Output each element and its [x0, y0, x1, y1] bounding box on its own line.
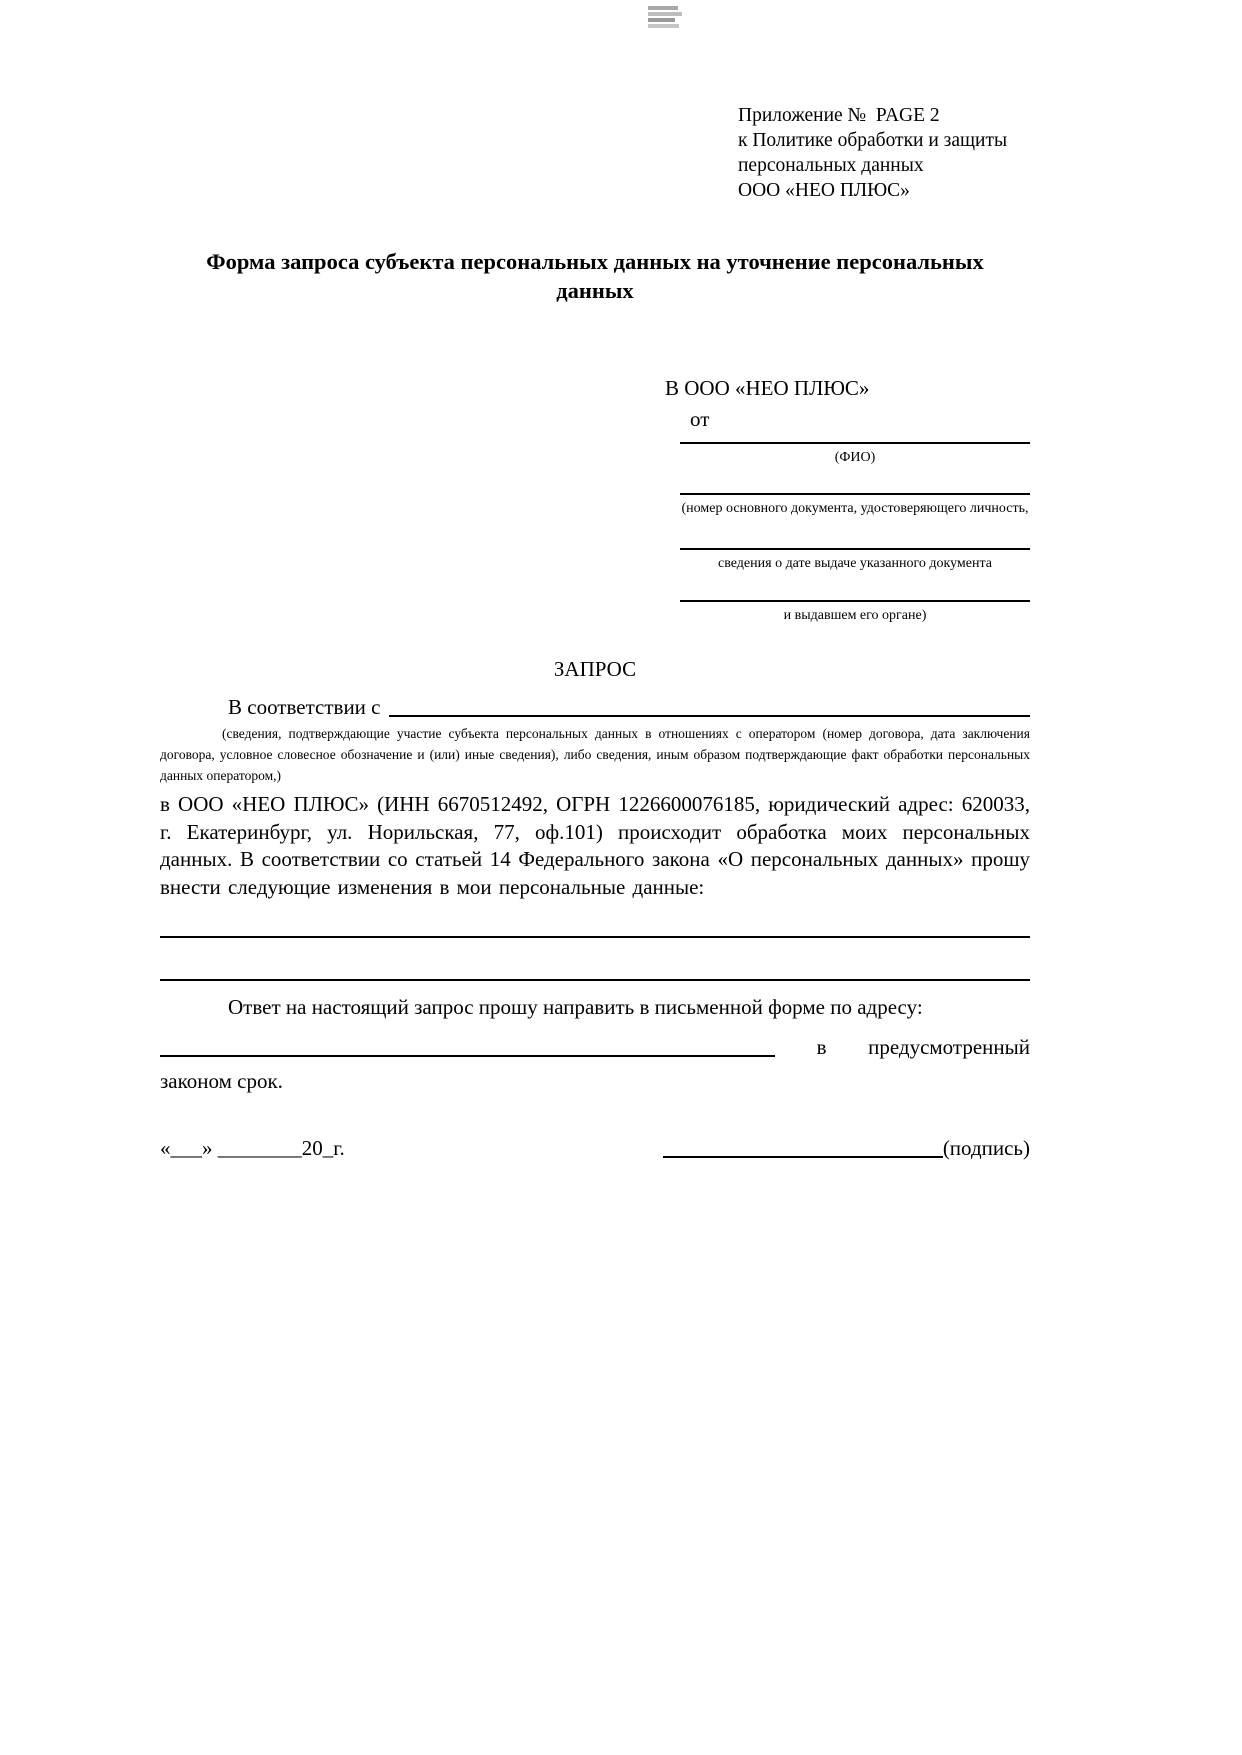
document-title: Форма запроса субъекта персональных данных на уточнение персональных данных	[206, 249, 984, 303]
addressee-fields	[680, 442, 1030, 625]
addressee-from-label: от	[690, 407, 710, 431]
changes-blank-line-1	[160, 936, 1030, 938]
address-blank-line	[160, 1054, 775, 1057]
intro-row	[160, 694, 1030, 720]
appendix-line: к Политике обработки и защиты	[738, 130, 1008, 151]
date-signature-row	[160, 1135, 1030, 1162]
issuing-authority-field-label: и выдавшем его органе)	[783, 608, 927, 623]
document-number-field	[680, 493, 1030, 518]
reply-word-foreseen: предусмотренный	[868, 1035, 1030, 1059]
appendix-line: ООО «НЕО ПЛЮС»	[738, 180, 910, 201]
addressee-block	[665, 375, 1030, 625]
date-line: «___» ________20_г.	[160, 1136, 345, 1160]
intro-blank-line	[389, 714, 1031, 717]
intro-prefix: В соответствии с	[228, 695, 381, 719]
fio-field-label: (ФИО)	[834, 450, 876, 465]
reply-tail: законом срок.	[160, 1069, 283, 1093]
request-body: в ООО «НЕО ПЛЮС» (ИНН 6670512492, ОГРН 1226600076185, юридический адрес: 620033, г. Екатеринбург, ул. Норильская, 77, оф.101) происходит обработка моих персональных данных. В соответствии со статьей 14 Федерального закона «О персональных данных» прошу внести следующие изменения в мои персональные данные:	[160, 792, 1030, 899]
signature-label: (подпись)	[942, 1136, 1030, 1160]
signature-blank-line	[663, 1155, 943, 1158]
appendix-line: персональных данных	[738, 155, 924, 176]
issuing-authority-field	[680, 600, 1030, 625]
document-number-field-label: (номер основного документа, удостоверяющего личность,	[681, 501, 1029, 516]
appendix-block	[738, 103, 1030, 203]
appendix-line: Приложение № PAGE 2	[738, 105, 940, 126]
reply-sentence: Ответ на настоящий запрос прошу направить в письменной форме по адресу:	[228, 995, 923, 1019]
fio-field	[680, 442, 1030, 467]
signature-group	[663, 1135, 1030, 1162]
issue-date-field	[680, 548, 1030, 573]
field-code-icon	[648, 6, 682, 33]
page-header	[160, 0, 1030, 207]
explanatory-note: (сведения, подтверждающие участие субъекта персональных данных в отношениях с оператором (номер договора, дата заключения договора, условное словесное обозначение и (или) иные сведения), либо сведения, иным образом подтверждающие факт обработки персональных данных оператором,)	[160, 726, 1030, 783]
reply-word-in: в	[816, 1035, 827, 1059]
changes-blank-line-2	[160, 979, 1030, 981]
issue-date-field-label: сведения о дате выдаче указанного документа	[718, 556, 992, 571]
request-heading: ЗАПРОС	[553, 657, 637, 681]
addressee-to: В ООО «НЕО ПЛЮС»	[665, 376, 870, 400]
reply-address-row	[160, 1034, 1030, 1061]
